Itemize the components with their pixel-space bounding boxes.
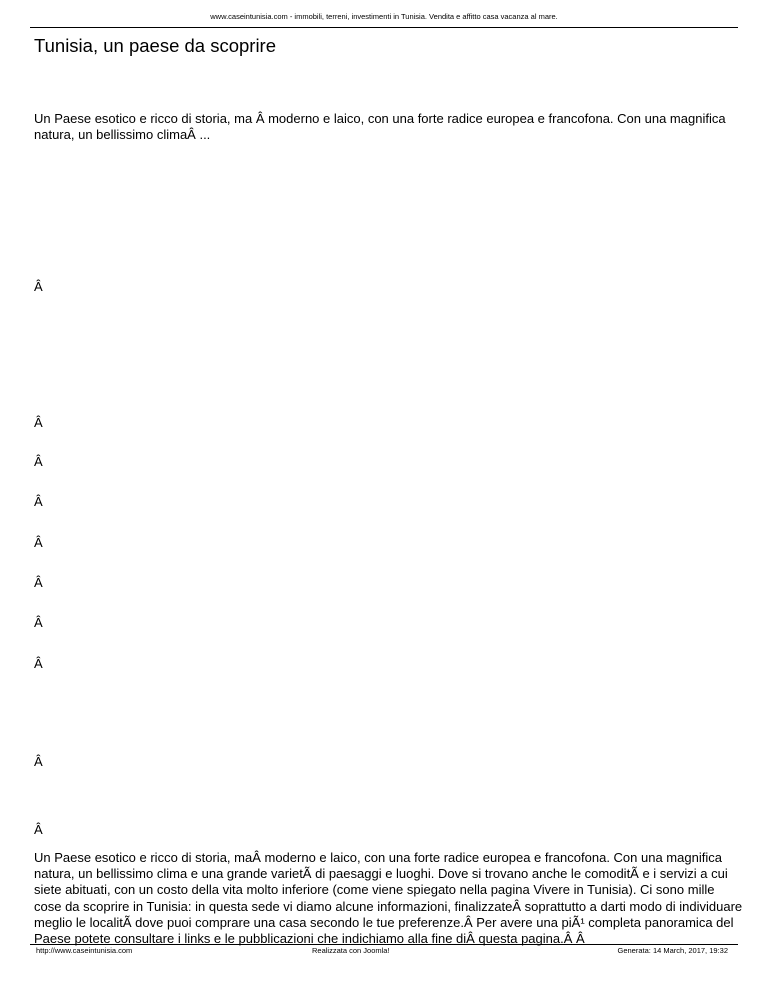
stray-glyph: Â: [34, 415, 43, 430]
stray-glyph: Â: [34, 494, 43, 509]
header-divider: [30, 27, 738, 28]
site-header-line: www.caseintunisia.com - immobili, terreni, investimenti in Tunisia. Vendita e affitto casa vacanza al mare.: [210, 12, 558, 21]
stray-glyph: Â: [34, 656, 43, 671]
stray-glyph: Â: [34, 615, 43, 630]
stray-glyph: Â: [34, 575, 43, 590]
article-intro: Un Paese esotico e ricco di storia, ma Â moderno e laico, con una forte radice europea e francofona. Con una magnifica natura, un bellissimo climaÂ ...: [34, 111, 726, 142]
article-body: Un Paese esotico e ricco di storia, maÂ moderno e laico, con una forte radice europea e francofona. Con una magnifica natura, un bellissimo clima e una grande varietÃ di paesaggi e luoghi. Dove si trovano anche le comoditÃ e i servizi a cui siete abituati, con un costo della vita molto inferiore (come viene spiegato nella pagina Vivere in Tunisia). Ci sono mille cose da scoprire in Tunisia: in questa sede vi diamo alcune informazioni, finalizzateÂ soprattutto a darti modo di individuare meglio le localitÃ dove puoi comprare una casa secondo le tue preferenze.Â Per avere una piÃ¹ completa panoramica del Paese potete consultare i links e le pubblicazioni che indichiamo alla fine diÂ questa pagina.Â Â: [34, 850, 743, 947]
page-title: Tunisia, un paese da scoprire: [34, 35, 277, 56]
footer-credit: Realizzata con Joomla!: [312, 946, 390, 955]
stray-glyph: Â: [34, 279, 43, 294]
footer-generated-date: Generata: 14 March, 2017, 19:32: [617, 946, 728, 955]
stray-glyph: Â: [34, 535, 43, 550]
stray-glyph: Â: [34, 754, 43, 769]
footer-url: http://www.caseintunisia.com: [36, 946, 133, 955]
stray-glyph: Â: [34, 822, 43, 837]
stray-glyph: Â: [34, 454, 43, 469]
footer-divider: [30, 944, 738, 945]
